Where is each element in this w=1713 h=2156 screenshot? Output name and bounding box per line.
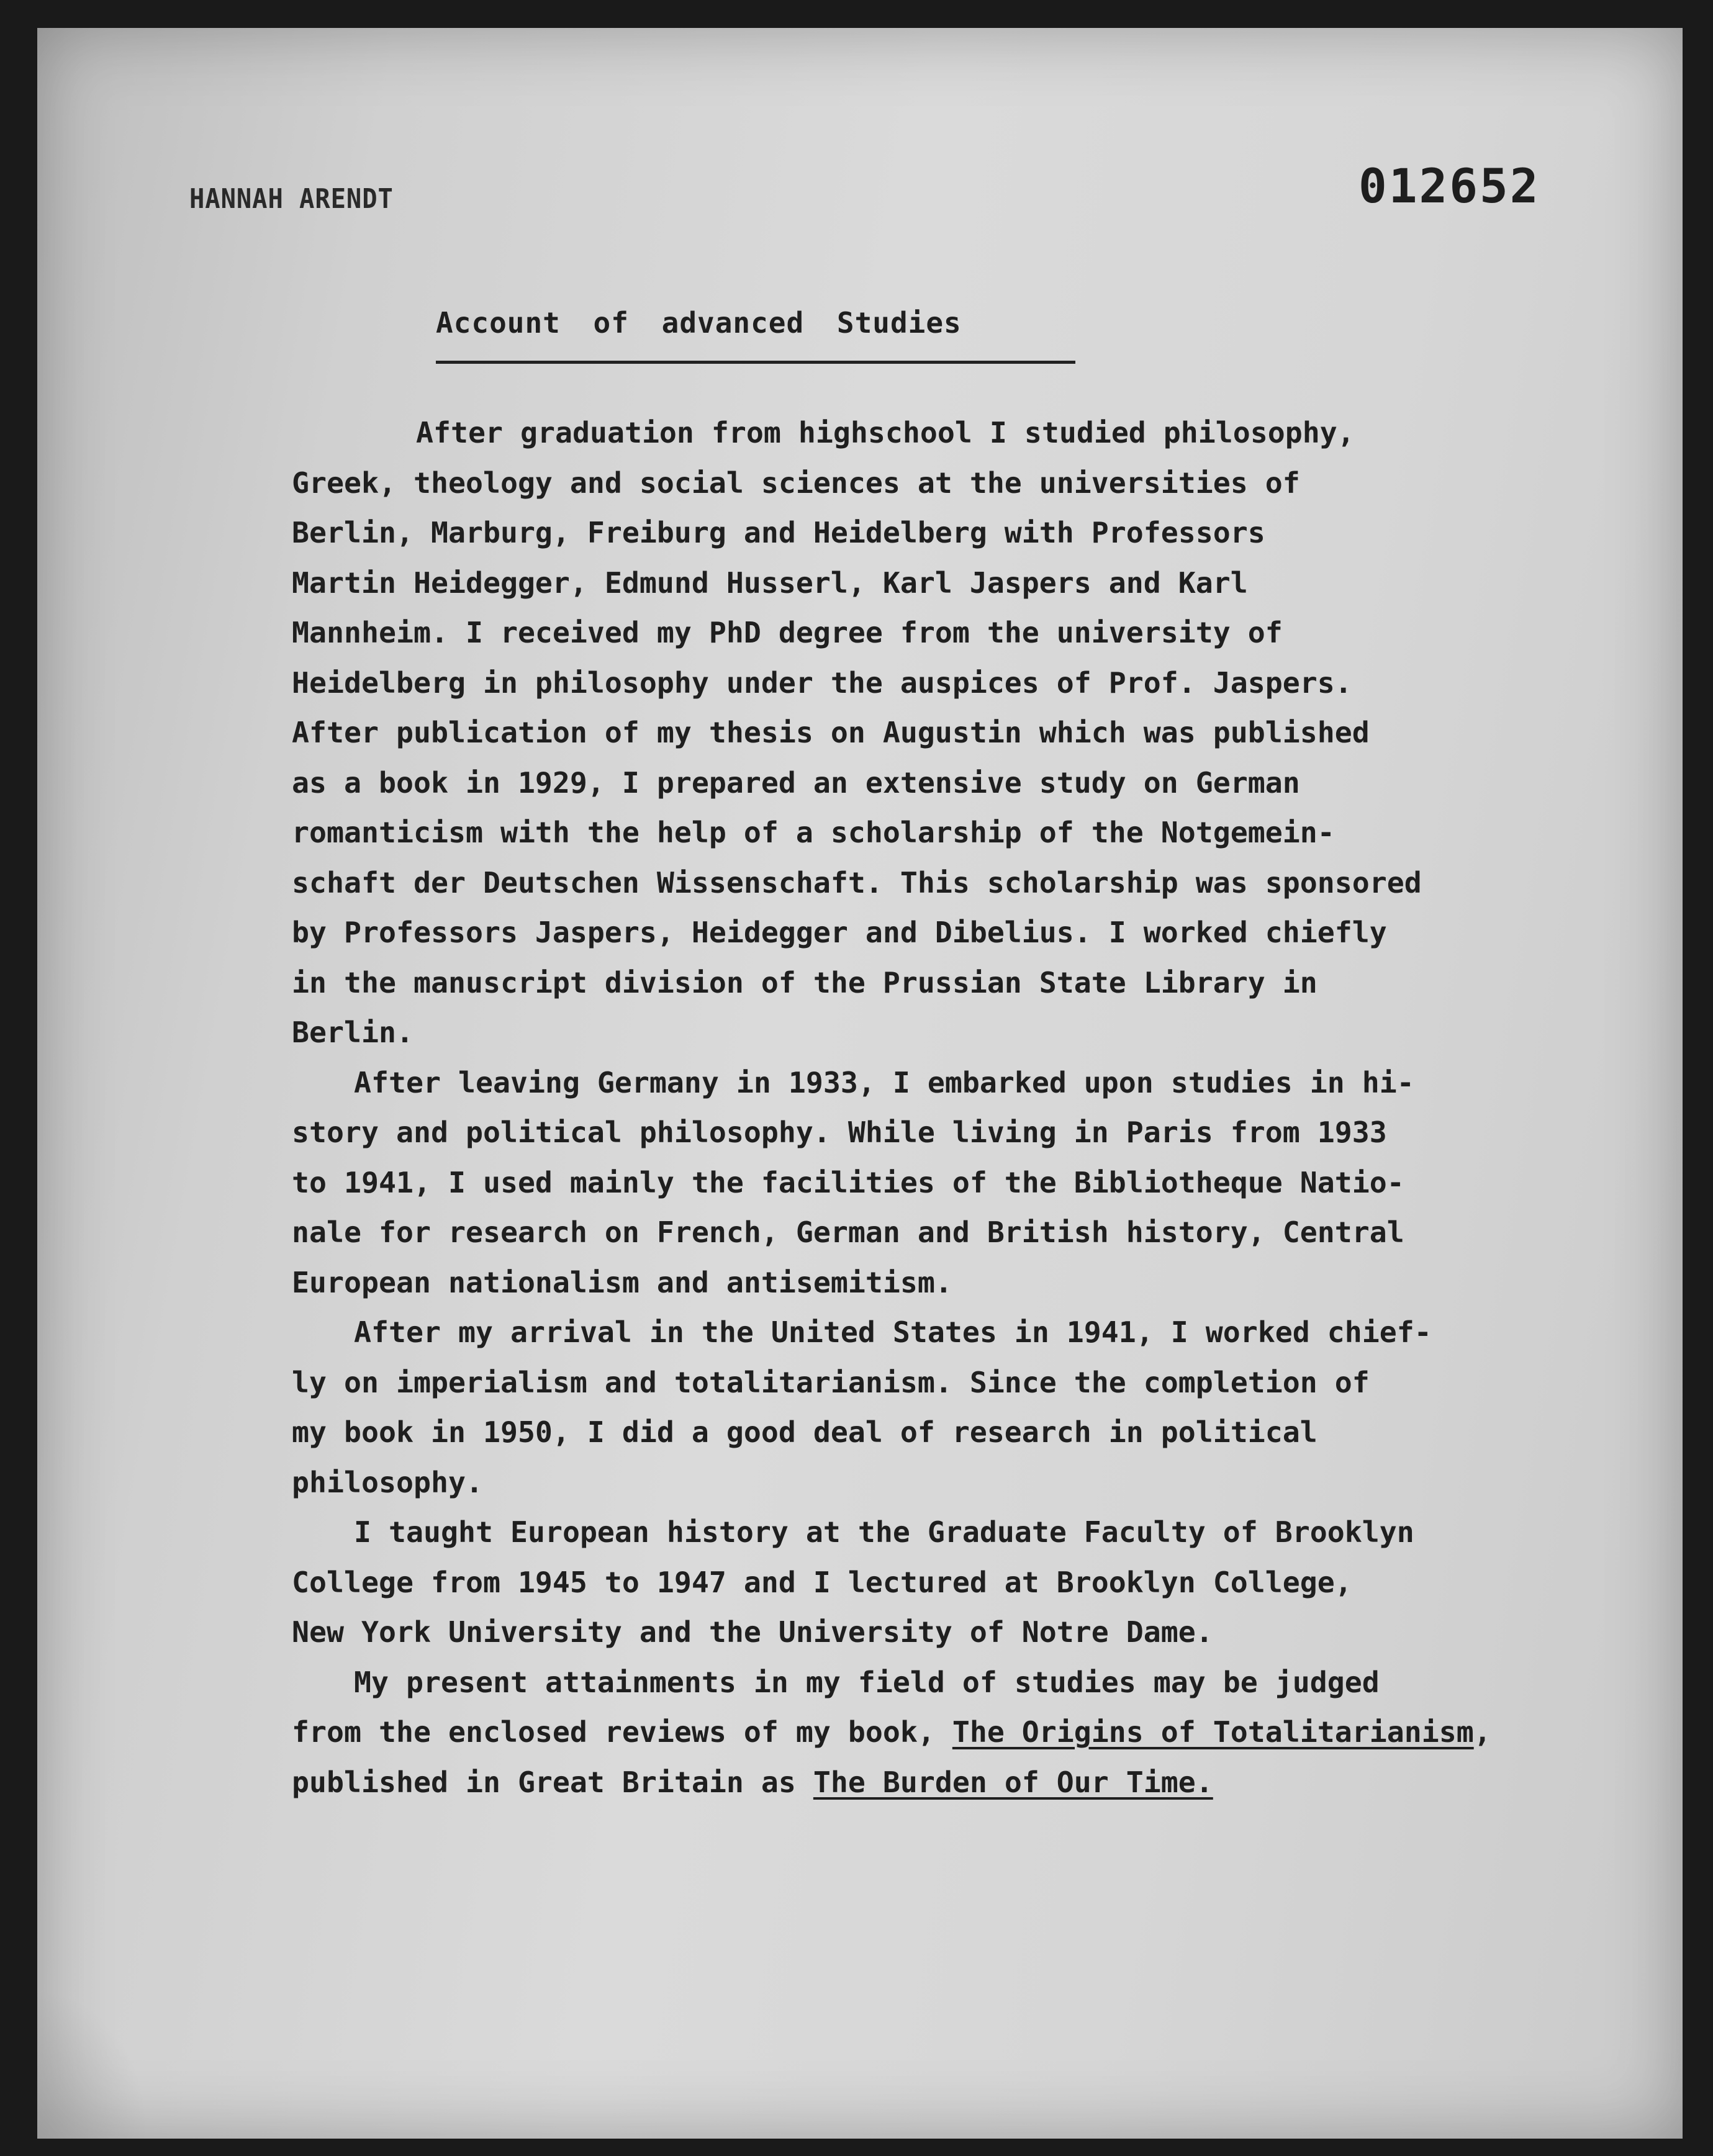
text-line-with-book-title: [292, 1707, 1633, 1757]
text-line: story and political philosophy. While living in Paris from 1933: [292, 1116, 1387, 1149]
text-line: to 1941, I used mainly the facilities of the Bibliotheque Natio-: [292, 1165, 1404, 1199]
text-line: My present attainments in my field of studies may be judged: [354, 1665, 1380, 1699]
line-text: published in Great Britain as: [292, 1765, 813, 1799]
text-line: After publication of my thesis on Augustin which was published: [292, 716, 1370, 749]
text-line: my book in 1950, I did a good deal of research in political: [292, 1415, 1318, 1449]
text-line: as a book in 1929, I prepared an extensive study on German: [292, 765, 1300, 800]
text-line: by Professors Jaspers, Heidegger and Dibelius. I worked chiefly: [292, 916, 1387, 949]
text-line: College from 1945 to 1947 and I lectured at Brooklyn College,: [292, 1565, 1352, 1599]
text-line: After graduation from highschool I studied philosophy,: [416, 416, 1355, 449]
document-body: [292, 408, 1633, 1807]
text-line: Mannheim. I received my PhD degree from the university of: [292, 616, 1283, 649]
text-line: romanticism with the help of a scholarship of the Notgemein-: [292, 816, 1335, 849]
text-line-with-book-title: [292, 1757, 1633, 1808]
text-line: Berlin.: [292, 1016, 414, 1049]
line-text: from the enclosed reviews of my book,: [292, 1715, 952, 1749]
author-name: HANNAH ARENDT: [189, 183, 394, 215]
document-page: [37, 28, 1683, 2139]
text-line: European nationalism and antisemitism.: [292, 1265, 952, 1299]
text-line: philosophy.: [292, 1465, 483, 1499]
text-line: Greek, theology and social sciences at the universities of: [292, 466, 1300, 500]
title-underline: [436, 361, 1075, 364]
text-line: schaft der Deutschen Wissenschaft. This scholarship was sponsored: [292, 865, 1422, 900]
book-title-origins: The Origins of Totalitarianism: [952, 1715, 1474, 1749]
text-line: New York University and the University of Notre Dame.: [292, 1615, 1213, 1649]
document-number: 012652: [1358, 158, 1540, 214]
text-line: After leaving Germany in 1933, I embarked upon studies in hi-: [354, 1065, 1414, 1099]
text-line: Martin Heidegger, Edmund Husserl, Karl Jaspers and Karl: [292, 566, 1248, 600]
text-line: nale for research on French, German and British history, Central: [292, 1216, 1404, 1249]
text-line: ly on imperialism and totalitarianism. Since the completion of: [292, 1365, 1370, 1399]
text-line: Berlin, Marburg, Freiburg and Heidelberg with Professors: [292, 516, 1265, 549]
text-line: I taught European history at the Graduate Faculty of Brooklyn: [354, 1515, 1414, 1549]
book-title-burden: The Burden of Our Time.: [813, 1765, 1213, 1799]
line-text: ,: [1473, 1715, 1491, 1749]
text-line: Heidelberg in philosophy under the auspices of Prof. Jaspers.: [292, 665, 1352, 700]
document-title: Account of advanced Studies: [436, 306, 962, 340]
text-line: in the manuscript division of the Prussian State Library in: [292, 965, 1318, 999]
text-line: After my arrival in the United States in 1941, I worked chief-: [354, 1315, 1432, 1349]
